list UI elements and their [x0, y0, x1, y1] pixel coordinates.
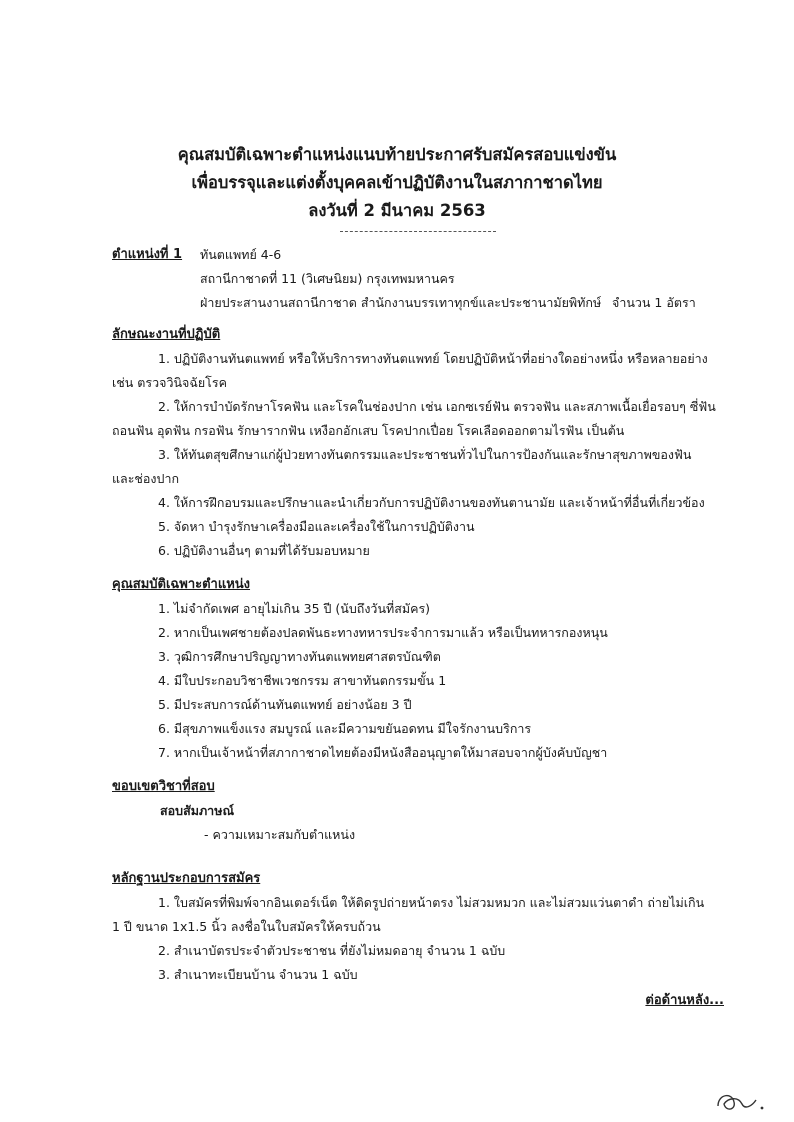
duty-line: 2. ให้การบำบัดรักษาโรคฟัน และโรคในช่องปาก เช่น เอกซเรย์ฟัน ตรวจฟัน และสภาพเนื้อเยื่อรอบๆ ซี่ฟัน — [158, 399, 716, 414]
duty-line: 3. ให้ทันตสุขศึกษาแก่ผู้ป่วยทางทันตกรรมและประชาชนทั่วไปในการป้องกันและรักษาสุขภาพของฟัน — [158, 447, 692, 462]
position-station: สถานีกาชาดที่ 11 (วิเศษนิยม) กรุงเทพมหานคร — [200, 271, 455, 286]
signature-mark — [712, 1086, 772, 1116]
qualification-line: 5. มีประสบการณ์ด้านทันตแพทย์ อย่างน้อย 3 ปี — [158, 697, 412, 712]
document-title-date: ลงวันที่ 2 มีนาคม 2563 — [308, 201, 486, 220]
position-count: จำนวน 1 อัตรา — [612, 295, 696, 310]
document-title-line-2: เพื่อบรรจุและแต่งตั้งบุคคลเข้าปฏิบัติงานในสภากาชาดไทย — [191, 173, 603, 192]
qualification-line: 7. หากเป็นเจ้าหน้าที่สภากาชาดไทยต้องมีหนังสืออนุญาตให้มาสอบจากผู้บังคับบัญชา — [158, 745, 608, 760]
position-department: ฝ่ายประสานงานสถานีกาชาด สำนักงานบรรเทาทุกข์และประชานามัยพิทักษ์ — [200, 295, 602, 310]
duties-heading: ลักษณะงานที่ปฏิบัติ — [112, 327, 221, 342]
document-line: 1. ใบสมัครที่พิมพ์จากอินเตอร์เน็ต ให้ติดรูปถ่ายหน้าตรง ไม่สวมหมวก และไม่สวมแว่นตาดำ ถ่ายไม่เกิน — [158, 895, 705, 910]
duty-line: 1. ปฏิบัติงานทันตแพทย์ หรือให้บริการทางทันตแพทย์ โดยปฏิบัติหน้าที่อย่างใดอย่างหนึ่ง หรือหลายอย่าง — [158, 351, 708, 366]
document-line: 2. สำเนาบัตรประจำตัวประชาชน ที่ยังไม่หมดอายุ จำนวน 1 ฉบับ — [158, 943, 506, 958]
duty-line: 6. ปฏิบัติงานอื่นๆ ตามที่ได้รับมอบหมาย — [158, 543, 370, 558]
exam-subheading: สอบสัมภาษณ์ — [160, 803, 235, 818]
document-line: 1 ปี ขนาด 1x1.5 นิ้ว ลงชื่อในใบสมัครให้ครบถ้วน — [112, 919, 381, 934]
qualification-line: 2. หากเป็นเพศชายต้องปลดพันธะทางทหารประจำการมาแล้ว หรือเป็นทหารกองหนุน — [158, 625, 608, 640]
duty-line: ถอนฟัน อุดฟัน กรอฟัน รักษารากฟัน เหงือกอักเสบ โรคปากเปื่อย โรคเลือดออกตามไรฟัน เป็นต้น — [112, 423, 625, 438]
duty-line: 5. จัดหา บำรุงรักษาเครื่องมือและเครื่องใช้ในการปฏิบัติงาน — [158, 519, 475, 534]
duty-line: และช่องปาก — [112, 471, 180, 486]
position-label: ตำแหน่งที่ 1 — [112, 247, 183, 262]
qualification-line: 1. ไม่จำกัดเพศ อายุไม่เกิน 35 ปี (นับถึงวันที่สมัคร) — [158, 601, 431, 616]
exam-heading: ขอบเขตวิชาที่สอบ — [112, 779, 215, 794]
title-divider — [340, 231, 496, 232]
qualification-line: 3. วุฒิการศึกษาปริญญาทางทันตแพทยศาสตรบัณฑิต — [158, 649, 441, 664]
exam-item: - ความเหมาะสมกับตำแหน่ง — [204, 827, 356, 842]
position-title: ทันตแพทย์ 4-6 — [200, 247, 282, 262]
document-title-line-1: คุณสมบัติเฉพาะตำแหน่งแนบท้ายประกาศรับสมัครสอบแข่งขัน — [177, 145, 617, 164]
qualification-line: 6. มีสุขภาพแข็งแรง สมบูรณ์ และมีความขยันอดทน มีใจรักงานบริการ — [158, 721, 532, 736]
qualification-line: 4. มีใบประกอบวิชาชีพเวชกรรม สาขาทันตกรรมขั้น 1 — [158, 673, 447, 688]
duty-line: 4. ให้การฝึกอบรมและปรึกษาและนำเกี่ยวกับการปฏิบัติงานของทันตานามัย และเจ้าหน้าที่อื่นที่เกี่ยวข้อง — [158, 495, 705, 510]
document-line: 3. สำเนาทะเบียนบ้าน จำนวน 1 ฉบับ — [158, 967, 358, 982]
continue-overleaf: ต่อด้านหลัง... — [645, 993, 724, 1008]
duty-line: เช่น ตรวจวินิจฉัยโรค — [112, 375, 227, 390]
qualifications-heading: คุณสมบัติเฉพาะตำแหน่ง — [112, 577, 251, 592]
documents-heading: หลักฐานประกอบการสมัคร — [112, 871, 261, 886]
